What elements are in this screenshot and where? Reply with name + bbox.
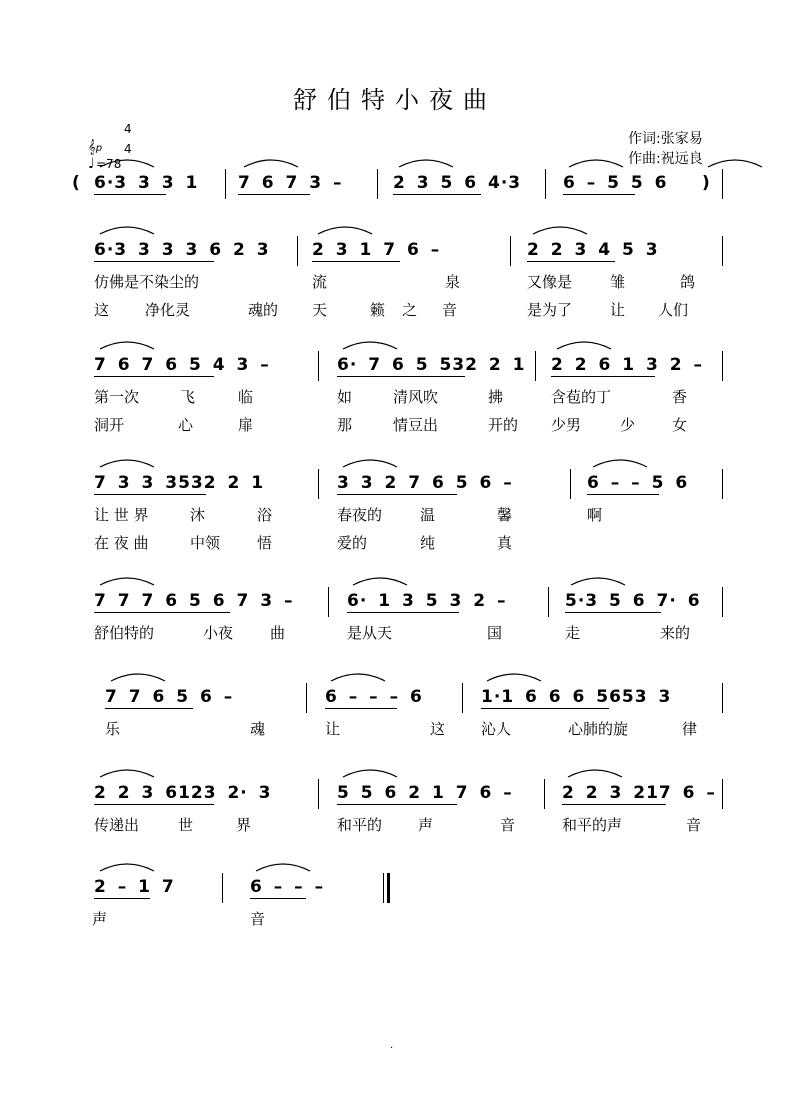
slur: [244, 160, 298, 167]
lyric-verse2: 籁: [370, 301, 386, 319]
note-group: 2 2 3 6123 2· 3: [94, 783, 272, 803]
slur: [256, 864, 310, 871]
note-group: 3 3 2 7 6 5 6 –: [337, 473, 513, 493]
lyric-verse1: 仿佛是不染尘的: [94, 273, 200, 291]
lyric-verse1: 让 世 界: [94, 506, 149, 524]
slur: [100, 770, 154, 777]
slur: [571, 578, 625, 585]
note-group: 2 2 3 217 6 –: [562, 783, 716, 803]
lyric-verse2: 中领: [190, 534, 221, 552]
lyric-verse1: 啊: [587, 506, 603, 524]
slur: [487, 674, 541, 681]
lyric-verse1: 音: [250, 910, 266, 928]
lyric-verse1: 拂: [488, 388, 504, 406]
tempo-note-icon: ♩: [88, 156, 95, 172]
lyric-verse2: 在 夜 曲: [94, 534, 149, 552]
lyric-verse2: 少: [620, 416, 636, 434]
lyric-verse2: 魂的: [248, 301, 279, 319]
slur: [100, 342, 154, 349]
note-group: 2 2 3 4 5 3: [527, 240, 659, 260]
lyric-verse1: 馨: [497, 506, 513, 524]
lyric-verse2: 少男: [551, 416, 582, 434]
lyric-verse1: 香: [672, 388, 688, 406]
note-group: 6 – – –: [250, 877, 325, 897]
note-group: 7 7 7 6 5 6 7 3 –: [94, 591, 294, 611]
lyric-verse1: 第一次: [94, 388, 140, 406]
lyric-verse1: 温: [420, 506, 436, 524]
lyric-verse2: 女: [672, 416, 688, 434]
slur: [111, 674, 165, 681]
slur: [343, 342, 397, 349]
note-group: 2 – 1 7: [94, 877, 175, 897]
slur: [708, 160, 762, 167]
song-title: 舒伯特小夜曲: [293, 86, 497, 114]
slur: [533, 227, 587, 234]
lyric-verse1: 飞: [180, 388, 196, 406]
lyric-verse1: 传递出: [94, 816, 140, 834]
lyric-verse1: 界: [236, 816, 252, 834]
slur: [569, 160, 623, 167]
lyric-verse1: 泉: [445, 273, 461, 291]
note-group: ): [702, 173, 711, 193]
note-group: 6 – – – 6: [325, 687, 423, 707]
lyric-verse1: 和平的: [337, 816, 383, 834]
slur: [593, 460, 647, 467]
lyric-verse2: 让: [610, 301, 626, 319]
lyric-verse1: 沁人: [481, 720, 512, 738]
note-group: 7 7 6 5 6 –: [105, 687, 234, 707]
lyric-verse1: 是从天: [347, 624, 393, 642]
lyric-verse1: 又像是: [527, 273, 573, 291]
slur: [318, 227, 372, 234]
lyric-verse1: 魂: [250, 720, 266, 738]
note-group: 5 5 6 2 1 7 6 –: [337, 783, 513, 803]
lyric-verse1: 音: [500, 816, 516, 834]
lyric-verse2: 净化灵: [145, 301, 191, 319]
lyric-verse1: 国: [487, 624, 503, 642]
lyric-verse1: 来的: [660, 624, 691, 642]
lyricist-credit: 作词:张家易: [628, 131, 703, 147]
note-group: 6 – – 5 6: [587, 473, 689, 493]
lyric-verse1: 和平的声: [562, 816, 623, 834]
slur: [100, 578, 154, 585]
slur: [568, 770, 622, 777]
lyric-verse1: 清风吹: [393, 388, 439, 406]
lyric-verse2: 天: [312, 301, 328, 319]
slur: [353, 578, 407, 585]
lyric-verse2: 是为了: [527, 301, 573, 319]
lyric-verse1: 律: [682, 720, 698, 738]
lyric-verse1: 沐: [190, 506, 206, 524]
lyric-verse2: 爱的: [337, 534, 368, 552]
lyric-verse1: 世: [178, 816, 194, 834]
lyric-verse1: 心肺的旋: [568, 720, 629, 738]
time-signature-denominator: 4: [124, 142, 132, 156]
slur: [331, 674, 385, 681]
slur: [343, 770, 397, 777]
lyric-verse2: 真: [497, 534, 513, 552]
lyric-verse1: 含苞的丁: [551, 388, 612, 406]
lyric-verse1: 曲: [270, 624, 286, 642]
slur: [343, 460, 397, 467]
lyric-verse1: 这: [430, 720, 446, 738]
lyric-verse1: 走: [565, 624, 581, 642]
lyric-verse2: 悟: [257, 534, 273, 552]
note-group: 2 3 5 6 4·3: [393, 173, 522, 193]
note-group: 7 3 3 3532 2 1: [94, 473, 265, 493]
lyric-verse1: 雏: [610, 273, 626, 291]
time-signature-numerator: 4: [124, 122, 132, 136]
lyric-verse2: 之: [402, 301, 418, 319]
slur: [100, 460, 154, 467]
lyric-verse2: 心: [178, 416, 194, 434]
lyric-verse1: 流: [312, 273, 328, 291]
lyric-verse2: 洞开: [94, 416, 125, 434]
lyric-verse1: 临: [238, 388, 254, 406]
note-group: 2 3 1 7 6 –: [312, 240, 441, 260]
note-group: 6 – 5 5 6: [563, 173, 668, 193]
lyric-verse2: 开的: [488, 416, 519, 434]
page-footer-dot: .: [390, 1040, 394, 1051]
slur: [100, 864, 154, 871]
note-group: 1·1 6 6 6 5653 3: [481, 687, 672, 707]
lyric-verse1: 小夜: [203, 624, 234, 642]
lyric-verse2: 情豆出: [393, 416, 439, 434]
composer-credit: 作曲:祝远良: [628, 151, 703, 167]
slur: [399, 160, 453, 167]
lyric-verse1: 浴: [257, 506, 273, 524]
note-group: 6·3 3 3 1: [94, 173, 199, 193]
note-group: 6· 1 3 5 3 2 –: [347, 591, 507, 611]
tempo-marking: =78: [96, 157, 122, 171]
lyric-verse1: 乐: [105, 720, 121, 738]
lyric-verse1: 音: [686, 816, 702, 834]
lyric-verse1: 声: [92, 910, 108, 928]
slur: [557, 342, 611, 349]
lyric-verse1: 让: [325, 720, 341, 738]
lyric-verse2: 人们: [658, 301, 689, 319]
lyric-verse2: 纯: [420, 534, 436, 552]
slur: [100, 160, 154, 167]
lyric-verse2: 那: [337, 416, 353, 434]
lyric-verse2: 这: [94, 301, 110, 319]
note-group: 6·3 3 3 3 6 2 3: [94, 240, 270, 260]
lyric-verse1: 如: [337, 388, 353, 406]
note-group: (: [72, 173, 81, 193]
lyric-verse1: 鸽: [680, 273, 696, 291]
key-signature: 𝄞p: [88, 140, 103, 155]
lyric-verse2: 音: [442, 301, 458, 319]
note-group: 6· 7 6 5 532 2 1: [337, 355, 526, 375]
note-group: 7 6 7 6 5 4 3 –: [94, 355, 270, 375]
lyric-verse2: 扉: [238, 416, 254, 434]
note-group: 2 2 6 1 3 2 –: [551, 355, 703, 375]
note-group: 7 6 7 3 –: [238, 173, 343, 193]
lyric-verse1: 声: [418, 816, 434, 834]
lyric-verse1: 舒伯特的: [94, 624, 155, 642]
slur: [100, 227, 154, 234]
note-group: 5·3 5 6 7· 6: [565, 591, 701, 611]
lyric-verse1: 春夜的: [337, 506, 383, 524]
